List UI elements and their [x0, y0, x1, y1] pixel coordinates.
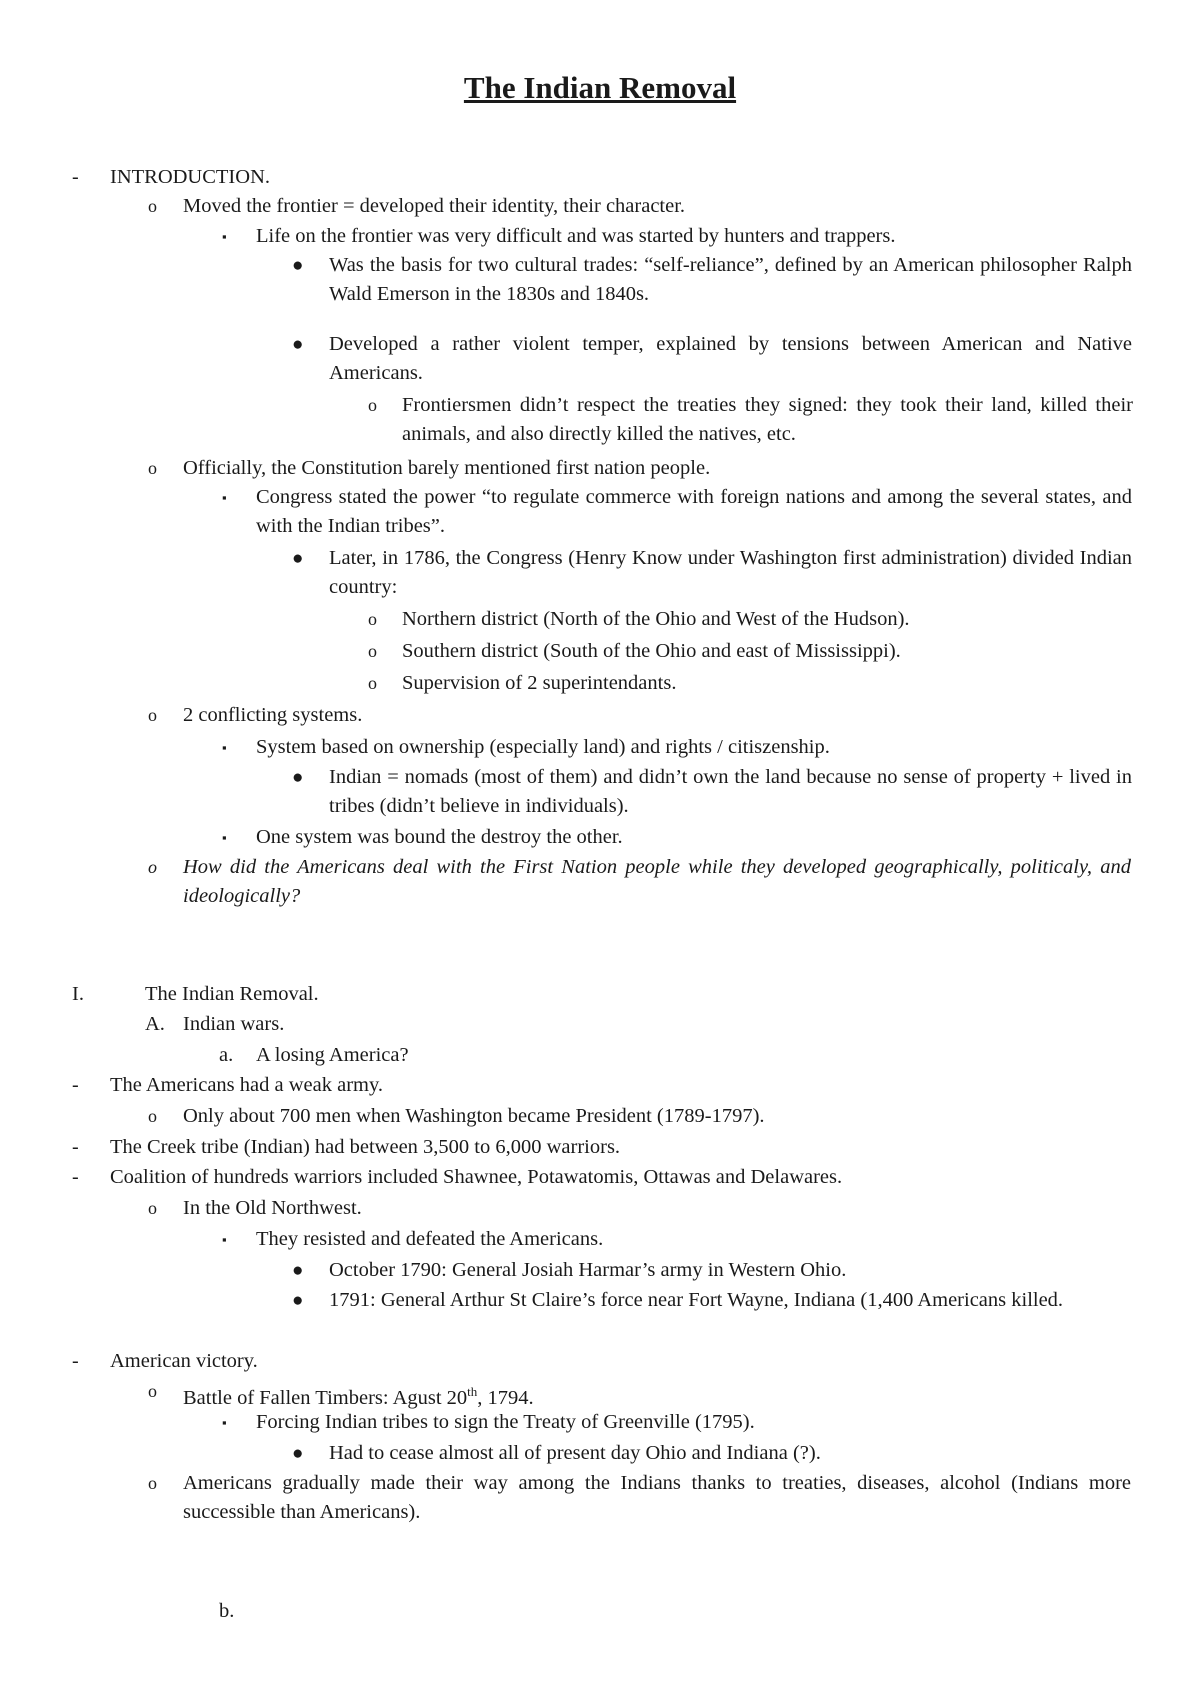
letter-marker: a.: [219, 1044, 234, 1066]
superscript-ordinal: th: [467, 1384, 478, 1399]
line-text: Forcing Indian tribes to sign the Treaty of Greenville (1795).: [256, 1411, 755, 1433]
line-text: A losing America?: [256, 1044, 409, 1066]
line-text: Was the basis for two cultural trades: “self-reliance”, defined by an American philosopher Ralph Wald Emerson in the 1830s and 1840s.: [329, 254, 1132, 305]
line-text: Had to cease almost all of present day Ohio and Indiana (?).: [329, 1442, 821, 1464]
square-bullet-icon: ▪: [222, 490, 227, 505]
line-text: Only about 700 men when Washington became President (1789-1797).: [183, 1105, 765, 1127]
line-text: Northern district (North of the Ohio and West of the Hudson).: [402, 608, 910, 630]
circle-marker: o: [148, 705, 157, 725]
circle-marker: o: [148, 1198, 157, 1218]
dash-marker: -: [72, 1350, 79, 1372]
line-text-part: Battle of Fallen Timbers: Agust 20: [183, 1386, 468, 1409]
round-bullet-icon: ●: [292, 1260, 304, 1281]
circle-marker: o: [148, 1106, 157, 1126]
line-text: Developed a rather violent temper, explained by tensions between American and Native Americans.: [329, 333, 1132, 384]
circle-marker: o: [148, 857, 157, 877]
square-bullet-icon: ▪: [222, 229, 227, 244]
line-text: INTRODUCTION.: [110, 166, 270, 188]
line-text: One system was bound the destroy the other.: [256, 826, 623, 848]
line-text: Congress stated the power “to regulate commerce with foreign nations and among the several states, and with the Indian tribes”.: [256, 486, 1132, 537]
line-text: In the Old Northwest.: [183, 1197, 362, 1219]
roman-numeral-marker: I.: [72, 983, 84, 1005]
line-text: The Creek tribe (Indian) had between 3,500 to 6,000 warriors.: [110, 1136, 621, 1158]
circle-marker: o: [148, 458, 157, 478]
line-text: Later, in 1786, the Congress (Henry Know under Washington first administration) divided Indian country:: [329, 547, 1132, 598]
line-text: Indian = nomads (most of them) and didn’t own the land because no sense of property + lived in tribes (didn’t believe in individuals).: [329, 766, 1132, 817]
square-bullet-icon: ▪: [222, 1232, 227, 1247]
line-text: The Americans had a weak army.: [110, 1074, 384, 1096]
line-text: System based on ownership (especially land) and rights / citiszenship.: [256, 736, 830, 758]
dash-marker: -: [72, 1166, 79, 1188]
round-bullet-icon: ●: [292, 767, 304, 788]
square-bullet-icon: ▪: [222, 830, 227, 845]
round-bullet-icon: ●: [292, 548, 304, 569]
line-text: Coalition of hundreds warriors included Shawnee, Potawatomis, Ottawas and Delawares.: [110, 1166, 843, 1188]
circle-marker: o: [368, 395, 377, 415]
line-text: Moved the frontier = developed their identity, their character.: [183, 195, 686, 217]
round-bullet-icon: ●: [292, 334, 304, 355]
line-text: Indian wars.: [183, 1013, 285, 1035]
letter-marker: b.: [219, 1600, 235, 1622]
line-text: American victory.: [110, 1350, 258, 1372]
dash-marker: -: [72, 166, 79, 188]
circle-marker: o: [368, 641, 377, 661]
round-bullet-icon: ●: [292, 255, 304, 276]
round-bullet-icon: ●: [292, 1443, 304, 1464]
line-text: October 1790: General Josiah Harmar’s army in Western Ohio.: [329, 1259, 847, 1281]
dash-marker: -: [72, 1074, 79, 1096]
line-text-part: , 1794.: [477, 1386, 534, 1409]
circle-marker: o: [148, 196, 157, 216]
line-text: Americans gradually made their way among the Indians thanks to treaties, diseases, alcohol (Indians more successible than Americans).: [183, 1472, 1131, 1523]
dash-marker: -: [72, 1136, 79, 1158]
circle-marker: o: [148, 1381, 157, 1401]
line-text: Southern district (South of the Ohio and east of Mississippi).: [402, 640, 901, 662]
line-text: Frontiersmen didn’t respect the treaties they signed: they took their land, killed their animals, and also directly killed the natives, etc.: [402, 394, 1133, 445]
circle-marker: o: [368, 673, 377, 693]
line-text: How did the Americans deal with the First Nation people while they developed geographically, politicaly, and ideologically?: [183, 856, 1131, 907]
round-bullet-icon: ●: [292, 1290, 304, 1311]
line-text: 1791: General Arthur St Claire’s force near Fort Wayne, Indiana (1,400 Americans killed.: [329, 1289, 1064, 1311]
square-bullet-icon: ▪: [222, 1415, 227, 1430]
letter-marker: A.: [145, 1013, 165, 1035]
square-bullet-icon: ▪: [222, 740, 227, 755]
line-text: 2 conflicting systems.: [183, 704, 363, 726]
line-text: Officially, the Constitution barely mentioned first nation people.: [183, 457, 711, 479]
document-title: The Indian Removal: [463, 70, 737, 105]
line-text: They resisted and defeated the Americans.: [256, 1228, 604, 1250]
line-text: The Indian Removal.: [145, 983, 319, 1005]
circle-marker: o: [148, 1473, 157, 1493]
line-text: Life on the frontier was very difficult and was started by hunters and trappers.: [256, 225, 896, 247]
circle-marker: o: [368, 609, 377, 629]
line-text: Supervision of 2 superintendants.: [402, 672, 677, 694]
